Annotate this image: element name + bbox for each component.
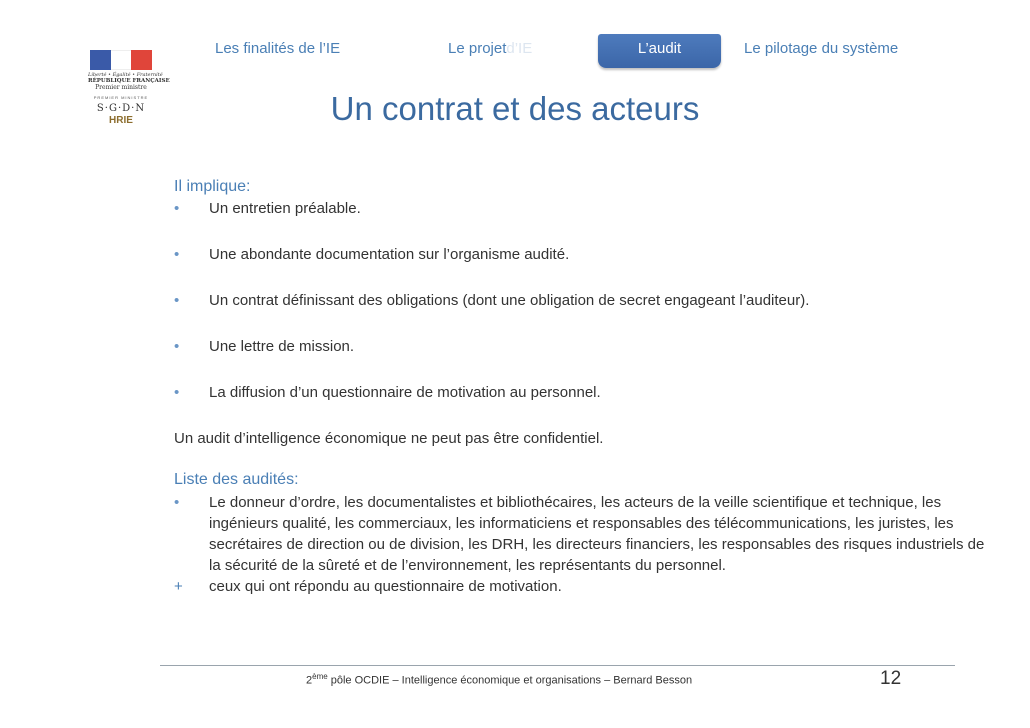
logo-premier-ministre: Premier ministre <box>95 84 147 91</box>
slide-body <box>174 178 994 595</box>
footer-prefix: 2 <box>306 674 313 687</box>
plus-marker: + <box>174 578 183 595</box>
logo-republic: RÉPUBLIQUE FRANÇAISE <box>88 78 170 84</box>
page-number: 12 <box>880 668 902 689</box>
logo-motto: Liberté • Égalité • Fraternité <box>88 72 163 78</box>
plus-item-text: ceux qui ont répondu au questionnaire de motivation. <box>209 578 562 595</box>
list-item <box>174 200 994 217</box>
bullet-marker: • <box>174 338 180 355</box>
footer-sup: ème <box>312 672 328 681</box>
tab-projet-label: Le projet <box>448 40 507 57</box>
slide-title: Un contrat et des acteurs <box>330 90 700 127</box>
audited-list-text: Le donneur d’ordre, les documentalistes et bibliothécaires, les acteurs de la veille scientifique et technique, les ingénieurs qualité, les commerciaux, les informaticiens et responsables des télécommunications, les juristes, les secrétaires de direction ou de division, les DRH, les directeurs financiers, les responsables des risques industriels de la sécurité de la sûreté et de l’environnement, les représentants du personnel. <box>209 494 985 574</box>
logo-sgdn: S·G·D·N <box>96 103 146 114</box>
bullet-text: Un contrat définissant des obligations (dont une obligation de secret engageant l’auditeur). <box>209 292 810 309</box>
logo-premier-ministre-caps: PREMIER MINISTRE <box>93 95 149 100</box>
bullet-text: La diffusion d’un questionnaire de motivation au personnel. <box>209 384 601 401</box>
bullet-text: Une lettre de mission. <box>209 338 355 355</box>
section1-heading: Il implique: <box>174 178 251 195</box>
bullet-marker: • <box>174 494 180 511</box>
tab-pilotage[interactable]: Le pilotage du système <box>744 40 899 57</box>
tab-projet-faded: d’IE <box>506 40 533 57</box>
tab-projet[interactable] <box>448 40 532 57</box>
section2-heading: Liste des audités: <box>174 471 299 488</box>
list-item <box>174 578 994 595</box>
bullet-marker: • <box>174 246 180 263</box>
logo-hrie: HRIE <box>109 115 133 126</box>
footer-label: pôle OCDIE – Intelligence économique et organisations – Bernard Besson <box>327 674 693 687</box>
bullet-text: Une abondante documentation sur l’organisme audité. <box>209 246 570 263</box>
bullet-text: Un entretien préalable. <box>209 200 361 217</box>
list-item <box>174 246 994 263</box>
tab-finalites[interactable]: Les finalités de l’IE <box>215 40 341 57</box>
bullet-marker: • <box>174 384 180 401</box>
bullet-marker: • <box>174 200 180 217</box>
statement-text: Un audit d’intelligence économique ne peut pas être confidentiel. <box>174 430 604 447</box>
footer-text <box>306 672 692 687</box>
list-item <box>174 384 994 401</box>
list-item <box>174 338 994 355</box>
tab-audit[interactable]: L’audit <box>598 34 721 68</box>
section-nav <box>0 34 1030 64</box>
list-item <box>174 492 994 576</box>
list-item <box>174 292 994 309</box>
bullet-marker: • <box>174 292 180 309</box>
footer-divider <box>160 665 955 666</box>
